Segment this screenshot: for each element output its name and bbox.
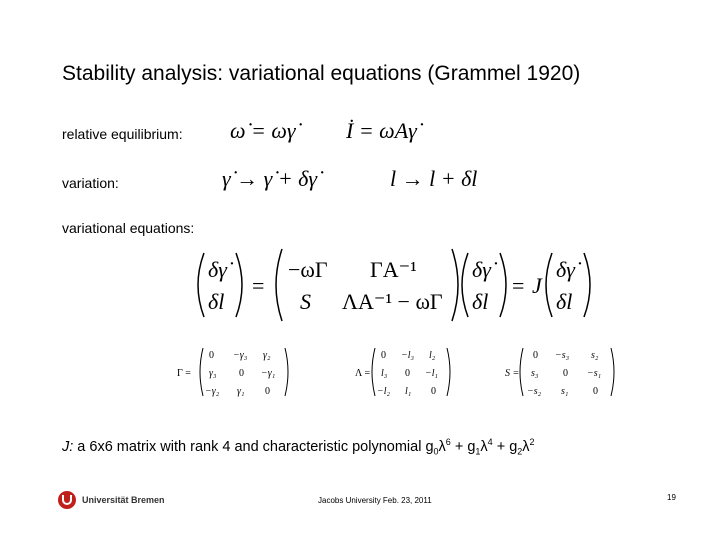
svg-text:δl: δl [472, 289, 489, 314]
svg-text:0: 0 [405, 368, 410, 379]
slide-title: Stability analysis: variational equations (Grammel 1920) [62, 62, 581, 85]
svg-text:0: 0 [381, 350, 386, 361]
svg-text:−l₂: −l₂ [377, 386, 391, 397]
svg-text:−γ₁: −γ₁ [261, 368, 276, 379]
svg-text:−s₁: −s₁ [587, 368, 602, 379]
svg-text:−γ₂: −γ₂ [205, 386, 220, 397]
svg-text:−s₃: −s₃ [555, 350, 570, 361]
svg-text:J: J [532, 273, 542, 298]
university-logo-text: Universität Bremen [82, 495, 165, 505]
svg-text:γ₁: γ₁ [237, 386, 245, 397]
svg-text:−l₁: −l₁ [425, 368, 439, 379]
svg-text:S: S [300, 289, 311, 314]
svg-text:s₂: s₂ [591, 350, 599, 361]
svg-text:S =: S = [505, 368, 520, 379]
svg-text:δγ̇: δγ̇ [208, 257, 227, 282]
label-variation: variation: [62, 175, 119, 191]
equation-I: İ = ωAγ̇ [346, 118, 417, 143]
svg-text:l₃: l₃ [381, 368, 388, 379]
svg-text:δl: δl [556, 289, 573, 314]
svg-text:s₁: s₁ [561, 386, 569, 397]
svg-text:0: 0 [431, 386, 436, 397]
equation-gamma-variation: γ̇ → γ̇ + δγ̇ [222, 166, 318, 191]
svg-text:l₂: l₂ [429, 350, 436, 361]
svg-text:δγ̇: δγ̇ [556, 257, 575, 282]
svg-text:0: 0 [533, 350, 538, 361]
svg-text:δl: δl [208, 289, 225, 314]
j-label: J: [62, 438, 74, 455]
svg-text:ΛA⁻¹ − ωΓ: ΛA⁻¹ − ωΓ [342, 289, 443, 314]
svg-text:0: 0 [593, 386, 598, 397]
characteristic-polynomial-line: J: a 6x6 matrix with rank 4 and characteristic polynomial $g_0\lambda^6 + g_1\lambda^4 + g_2\lambda^2$ [62, 437, 535, 457]
characteristic-polynomial-text: a 6x6 matrix with rank 4 and characteristic polynomial g [73, 438, 434, 455]
svg-text:ΓA⁻¹: ΓA⁻¹ [370, 257, 417, 282]
variational-matrix-equation [190, 245, 610, 325]
label-relative-equilibrium: relative equilibrium: [62, 126, 183, 142]
component-matrices [175, 344, 615, 402]
svg-text:=: = [252, 273, 265, 298]
svg-text:−s₂: −s₂ [527, 386, 542, 397]
svg-text:−l₃: −l₃ [401, 350, 415, 361]
svg-text:0: 0 [209, 350, 214, 361]
svg-text:0: 0 [239, 368, 244, 379]
label-variational-equations: variational equations: [62, 220, 195, 236]
svg-text:0: 0 [563, 368, 568, 379]
footer-date: Jacobs University Feb. 23, 2011 [318, 496, 432, 505]
svg-text:s₃: s₃ [531, 368, 539, 379]
svg-text:Γ =: Γ = [177, 368, 191, 379]
university-logo-icon [58, 491, 76, 509]
svg-text:γ₃: γ₃ [209, 368, 217, 379]
svg-text:γ₂: γ₂ [263, 350, 271, 361]
svg-text:−γ₃: −γ₃ [233, 350, 248, 361]
svg-text:δγ̇: δγ̇ [472, 257, 491, 282]
university-logo [58, 491, 165, 509]
equation-omega: ω̇ = ωγ̇ [230, 118, 296, 143]
svg-text:−ωΓ: −ωΓ [288, 257, 328, 282]
svg-text:l₁: l₁ [405, 386, 412, 397]
equation-l-variation: l → l + δl [390, 166, 478, 191]
svg-text:0: 0 [265, 386, 270, 397]
page-number: 19 [667, 493, 676, 502]
svg-text:Λ =: Λ = [355, 368, 371, 379]
svg-text:=: = [512, 273, 525, 298]
